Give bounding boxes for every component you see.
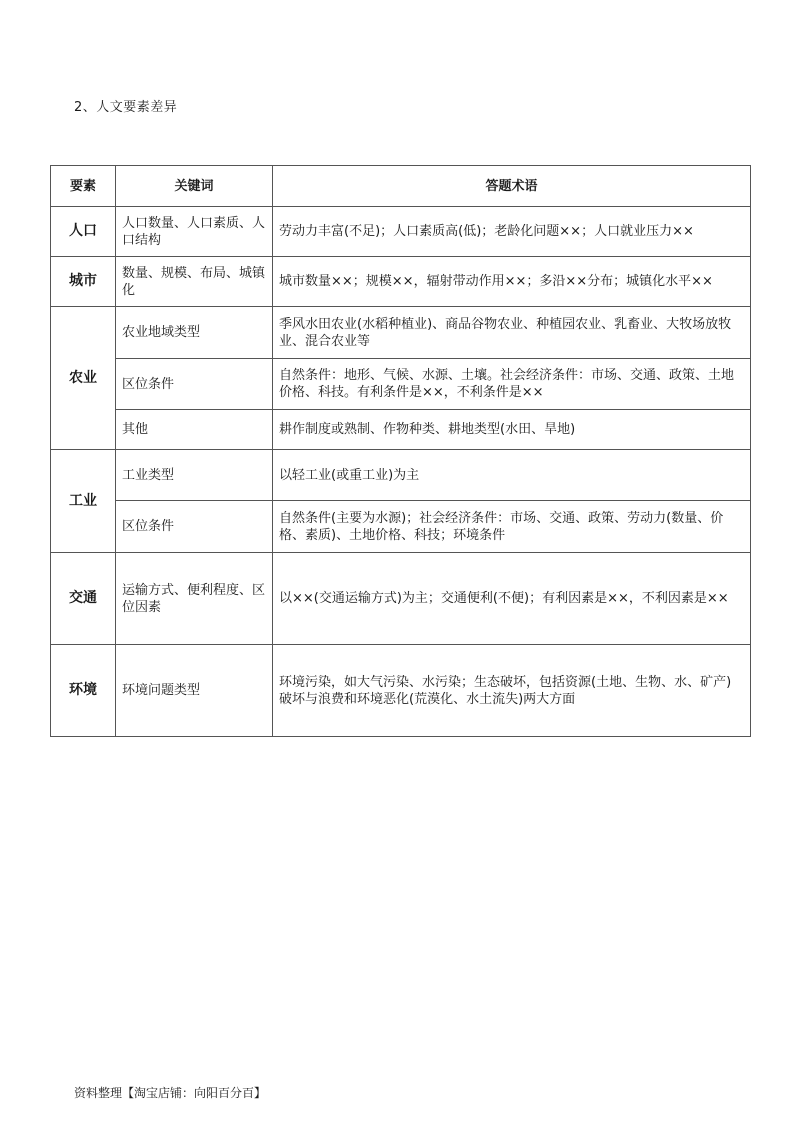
table-row [51,307,751,359]
keywords-cell: 区位条件 [116,359,273,410]
terms-cell: 耕作制度或熟制、作物种类、耕地类型(水田、旱地) [273,410,751,450]
table-row [51,257,751,307]
keywords-cell: 农业地域类型 [116,307,273,359]
terms-cell: 以××(交通运输方式)为主；交通便利(不便)；有利因素是××，不利因素是×× [273,553,751,645]
terms-cell: 城市数量××；规模××，辐射带动作用××；多沿××分布；城镇化水平×× [273,257,751,307]
element-cell: 工业 [51,450,116,553]
terms-cell: 环境污染，如大气污染、水污染；生态破坏，包括资源(土地、生物、水、矿产)破坏与浪费和环境恶化(荒漠化、水土流失)两大方面 [273,645,751,737]
keywords-cell: 数量、规模、布局、城镇化 [116,257,273,307]
keywords-cell: 其他 [116,410,273,450]
table-row [51,359,751,410]
keywords-cell: 运输方式、便利程度、区位因素 [116,553,273,645]
table-header-row [51,166,751,207]
keywords-cell: 工业类型 [116,450,273,501]
header-keywords: 关键词 [116,166,273,207]
element-cell: 城市 [51,257,116,307]
table-row [51,645,751,737]
terms-cell: 自然条件：地形、气候、水源、土壤。社会经济条件：市场、交通、政策、土地价格、科技。有利条件是××，不利条件是×× [273,359,751,410]
table-row [51,207,751,257]
footer-note: 资料整理【淘宝店铺：向阳百分百】 [74,1086,267,1100]
terms-cell: 以轻工业(或重工业)为主 [273,450,751,501]
terms-cell: 自然条件(主要为水源)；社会经济条件：市场、交通、政策、劳动力(数量、价格、素质)、土地价格、科技；环境条件 [273,501,751,553]
header-element: 要素 [51,166,116,207]
keywords-cell: 区位条件 [116,501,273,553]
terms-cell: 季风水田农业(水稻种植业)、商品谷物农业、种植园农业、乳畜业、大牧场放牧业、混合农业等 [273,307,751,359]
table-row [51,553,751,645]
element-cell: 交通 [51,553,116,645]
keywords-cell: 人口数量、人口素质、人口结构 [116,207,273,257]
keywords-cell: 环境问题类型 [116,645,273,737]
human-factors-table [50,165,751,737]
section-heading: 2、人文要素差异 [74,100,178,115]
element-cell: 农业 [51,307,116,450]
element-cell: 人口 [51,207,116,257]
terms-cell: 劳动力丰富(不足)；人口素质高(低)；老龄化问题××；人口就业压力×× [273,207,751,257]
table-row [51,450,751,501]
table-row [51,410,751,450]
table-row [51,501,751,553]
element-cell: 环境 [51,645,116,737]
header-terms: 答题术语 [273,166,751,207]
